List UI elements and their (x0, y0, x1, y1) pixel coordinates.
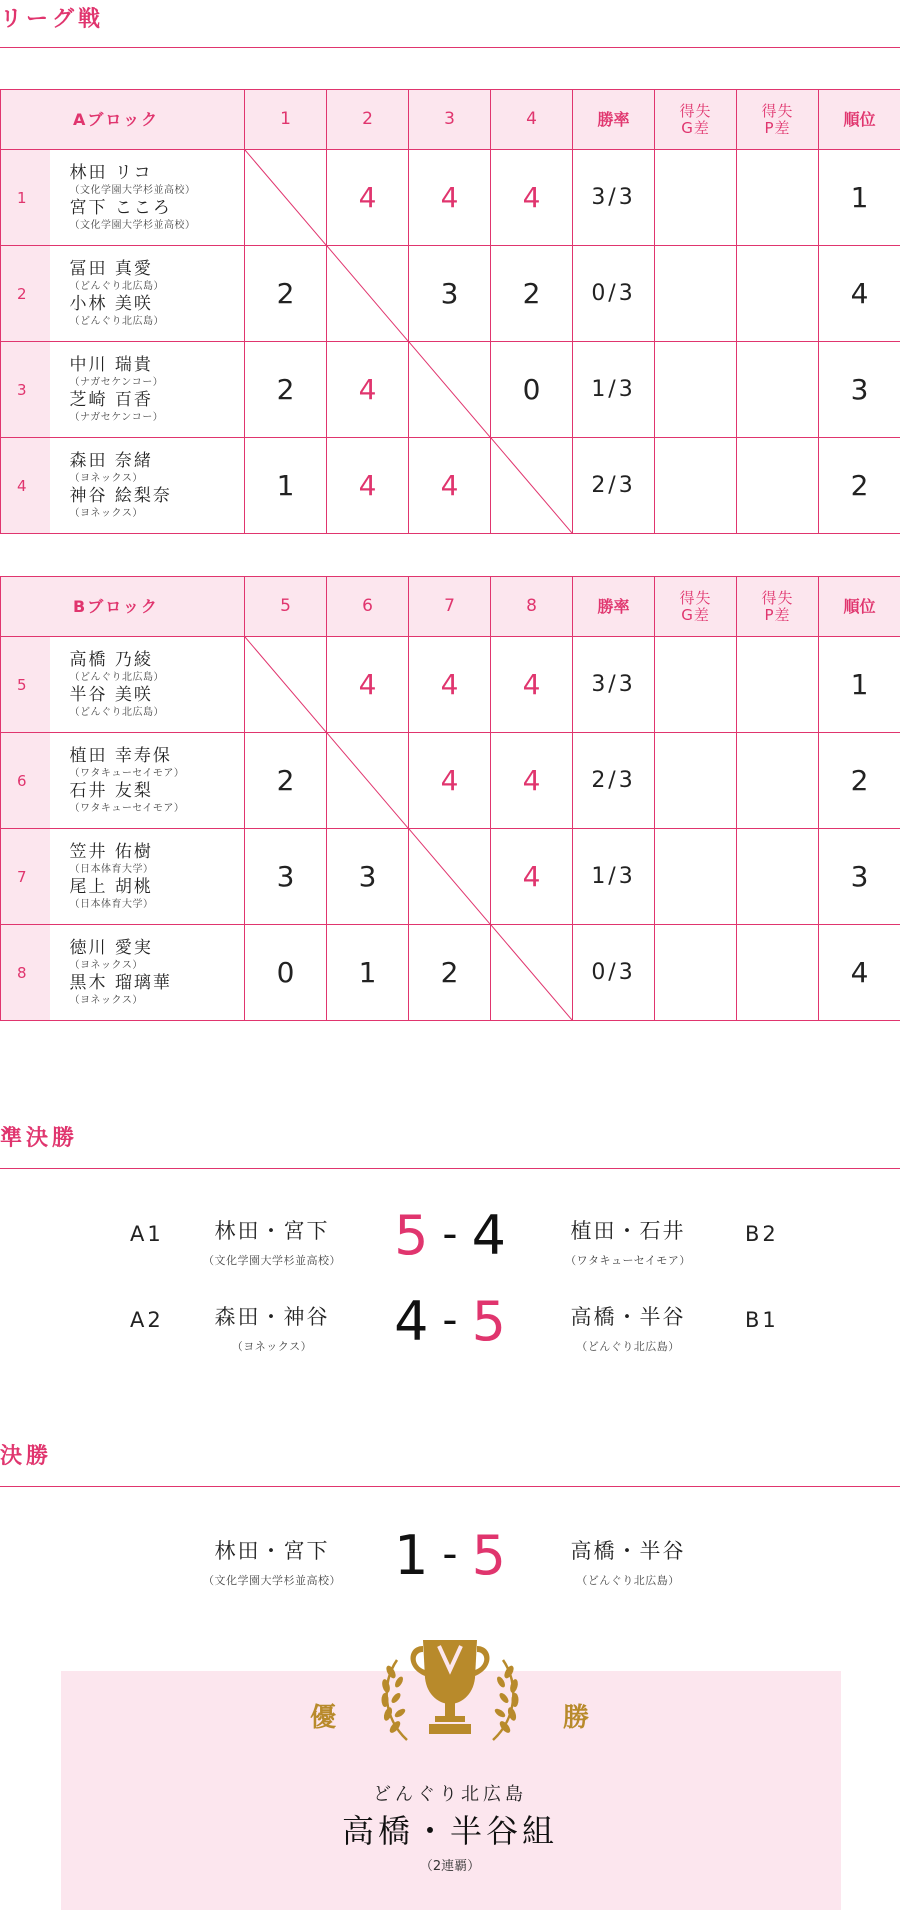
score-dash: - (442, 1209, 458, 1258)
player-affiliation: （ヨネックス） (69, 959, 143, 971)
block-name: Aブロック (1, 90, 245, 150)
diagonal-cell (491, 925, 573, 1021)
row-index: 7 (1, 829, 50, 925)
win-rate-cell: 1/3 (573, 829, 655, 925)
p-diff-cell (737, 150, 819, 246)
score-cell: 4 (409, 733, 491, 829)
column-header-win-rate: 勝率 (573, 90, 655, 150)
row-index: 4 (1, 438, 50, 534)
diagonal-cell (491, 438, 573, 534)
left-seed: A2 (130, 1308, 164, 1332)
score-cell: 4 (491, 150, 573, 246)
column-header-opponent: 7 (409, 577, 491, 637)
score-cell: 2 (491, 246, 573, 342)
right-score: 5 (471, 1524, 506, 1587)
final-title: 決勝 (0, 1444, 53, 1469)
player-name: 林田 リコ (69, 162, 153, 183)
diagonal-line (491, 925, 572, 1020)
match-score (350, 1524, 550, 1586)
table-row (1, 438, 900, 534)
league-title-rule (0, 47, 900, 48)
p-diff-cell (737, 829, 819, 925)
league-table-block-2 (0, 576, 900, 1021)
match-score (350, 1290, 550, 1352)
right-team (533, 1218, 723, 1268)
pair-names (50, 438, 245, 534)
rank-cell: 3 (819, 829, 900, 925)
score-cell: 0 (491, 342, 573, 438)
player-affiliation: （日本体育大学） (69, 898, 154, 910)
right-team (533, 1304, 723, 1354)
column-header-opponent: 1 (245, 90, 327, 150)
row-index: 2 (1, 246, 50, 342)
win-rate-cell: 1/3 (573, 342, 655, 438)
diagonal-cell (245, 150, 327, 246)
row-index: 8 (1, 925, 50, 1021)
diagonal-cell (409, 342, 491, 438)
score-cell: 4 (327, 637, 409, 733)
left-score: 1 (394, 1524, 429, 1587)
column-header-opponent: 4 (491, 90, 573, 150)
score-cell: 1 (327, 925, 409, 1021)
column-header-opponent: 5 (245, 577, 327, 637)
g-diff-cell (655, 733, 737, 829)
row-index: 1 (1, 150, 50, 246)
right-team-affiliation: （ワタキューセイモア） (565, 1254, 691, 1267)
player-name: 笠井 佑樹 (69, 841, 153, 862)
player-affiliation: （文化学園大学杉並高校） (69, 184, 196, 196)
player-affiliation: （どんぐり北広島） (69, 671, 164, 683)
diagonal-line (327, 246, 408, 341)
rank-cell: 1 (819, 150, 900, 246)
diagonal-cell (327, 733, 409, 829)
diagonal-line (409, 342, 490, 437)
g-diff-cell (655, 637, 737, 733)
table-row (1, 637, 900, 733)
right-team (533, 1538, 723, 1588)
g-diff-cell (655, 829, 737, 925)
score-dash: - (442, 1295, 458, 1344)
diagonal-line (409, 829, 490, 924)
player-name: 高橋 乃綾 (69, 649, 153, 670)
player-name: 宮下 こころ (69, 197, 172, 218)
final-title-rule (0, 1486, 900, 1487)
table-row (1, 925, 900, 1021)
column-header-p-diff: 得失 P差 (737, 577, 819, 637)
score-cell: 4 (327, 342, 409, 438)
row-index: 5 (1, 637, 50, 733)
player-affiliation: （どんぐり北広島） (69, 706, 164, 718)
match-score (350, 1204, 550, 1266)
champion-label-right: 勝 (563, 1703, 590, 1733)
table-row (1, 733, 900, 829)
player-affiliation: （ヨネックス） (69, 994, 143, 1006)
player-affiliation: （ワタキューセイモア） (69, 802, 185, 814)
rank-cell: 2 (819, 438, 900, 534)
p-diff-cell (737, 637, 819, 733)
right-team-affiliation: （どんぐり北広島） (576, 1574, 680, 1587)
pair-names (50, 925, 245, 1021)
pair-names (50, 246, 245, 342)
final-match (0, 1518, 900, 1598)
score-cell: 2 (245, 342, 327, 438)
champion-note: （2連覇） (419, 1859, 481, 1874)
champion-label-left: 優 (310, 1703, 337, 1733)
p-diff-cell (737, 342, 819, 438)
diagonal-line (327, 733, 408, 828)
score-dash: - (442, 1529, 458, 1578)
left-team-name: 森田・神谷 (214, 1305, 330, 1329)
player-name: 黒木 瑠璃華 (69, 972, 172, 993)
table-row (1, 342, 900, 438)
column-header-g-diff: 得失 G差 (655, 577, 737, 637)
score-cell: 3 (409, 246, 491, 342)
left-team (177, 1304, 367, 1354)
league-title: リーグ戦 (0, 7, 105, 32)
left-team (177, 1218, 367, 1268)
player-name: 小林 美咲 (69, 293, 153, 314)
league-table-block-1 (0, 89, 900, 534)
right-score: 4 (471, 1204, 506, 1267)
left-team-name: 林田・宮下 (214, 1539, 330, 1563)
table-row (1, 150, 900, 246)
score-cell: 4 (327, 438, 409, 534)
column-header-opponent: 6 (327, 577, 409, 637)
left-score: 4 (394, 1290, 429, 1353)
p-diff-cell (737, 246, 819, 342)
g-diff-cell (655, 342, 737, 438)
p-diff-cell (737, 438, 819, 534)
player-name: 徳川 愛実 (69, 937, 153, 958)
semifinal-title-rule (0, 1168, 900, 1169)
player-name: 中川 瑞貴 (69, 354, 153, 375)
left-team-affiliation: （文化学園大学杉並高校） (203, 1254, 341, 1267)
champion-team: 高橋・半谷組 (341, 1812, 558, 1850)
player-affiliation: （文化学園大学杉並高校） (69, 219, 196, 231)
player-name: 芝崎 百香 (69, 389, 153, 410)
right-team-affiliation: （どんぐり北広島） (576, 1340, 680, 1353)
column-header-rank: 順位 (819, 90, 900, 150)
column-header-g-diff: 得失 G差 (655, 90, 737, 150)
pair-names (50, 733, 245, 829)
win-rate-cell: 2/3 (573, 438, 655, 534)
right-seed: B1 (745, 1308, 779, 1332)
player-name: 半谷 美咲 (69, 684, 153, 705)
player-affiliation: （ナガセケンコー） (69, 376, 164, 388)
win-rate-cell: 2/3 (573, 733, 655, 829)
score-cell: 4 (409, 637, 491, 733)
left-team-affiliation: （文化学園大学杉並高校） (203, 1574, 341, 1587)
left-team (177, 1538, 367, 1588)
win-rate-cell: 0/3 (573, 925, 655, 1021)
player-affiliation: （ヨネックス） (69, 507, 143, 519)
right-team-name: 植田・石井 (570, 1219, 686, 1243)
score-cell: 4 (409, 150, 491, 246)
column-header-opponent: 2 (327, 90, 409, 150)
right-seed: B2 (745, 1222, 779, 1246)
rank-cell: 2 (819, 733, 900, 829)
score-cell: 2 (245, 733, 327, 829)
player-name: 尾上 胡桃 (69, 876, 153, 897)
win-rate-cell: 3/3 (573, 637, 655, 733)
column-header-p-diff: 得失 P差 (737, 90, 819, 150)
column-header-rank: 順位 (819, 577, 900, 637)
player-affiliation: （日本体育大学） (69, 863, 154, 875)
score-cell: 4 (409, 438, 491, 534)
right-score: 5 (471, 1290, 506, 1353)
score-cell: 4 (327, 150, 409, 246)
player-name: 神谷 絵梨奈 (69, 485, 172, 506)
column-header-opponent: 3 (409, 90, 491, 150)
left-score: 5 (394, 1204, 429, 1267)
diagonal-cell (409, 829, 491, 925)
score-cell: 2 (245, 246, 327, 342)
score-cell: 3 (245, 829, 327, 925)
pair-names (50, 637, 245, 733)
score-cell: 4 (491, 733, 573, 829)
left-team-name: 林田・宮下 (214, 1219, 330, 1243)
semifinal-match-1 (0, 1198, 900, 1278)
table-row (1, 246, 900, 342)
block-name: Bブロック (1, 577, 245, 637)
left-team-affiliation: （ヨネックス） (231, 1340, 313, 1353)
right-team-name: 高橋・半谷 (570, 1539, 686, 1563)
rank-cell: 1 (819, 637, 900, 733)
right-team-name: 高橋・半谷 (570, 1305, 686, 1329)
score-cell: 2 (409, 925, 491, 1021)
pair-names (50, 829, 245, 925)
champion-affiliation: どんぐり北広島 (373, 1784, 527, 1805)
row-index: 6 (1, 733, 50, 829)
p-diff-cell (737, 925, 819, 1021)
diagonal-line (491, 438, 572, 533)
trophy-icon (355, 1638, 545, 1748)
column-header-opponent: 8 (491, 577, 573, 637)
score-cell: 3 (327, 829, 409, 925)
score-cell: 4 (491, 637, 573, 733)
left-seed: A1 (130, 1222, 164, 1246)
p-diff-cell (737, 733, 819, 829)
diagonal-cell (327, 246, 409, 342)
column-header-win-rate: 勝率 (573, 577, 655, 637)
score-cell: 0 (245, 925, 327, 1021)
diagonal-line (245, 150, 326, 245)
player-affiliation: （ナガセケンコー） (69, 411, 164, 423)
rank-cell: 4 (819, 925, 900, 1021)
pair-names (50, 150, 245, 246)
diagonal-cell (245, 637, 327, 733)
g-diff-cell (655, 438, 737, 534)
rank-cell: 3 (819, 342, 900, 438)
row-index: 3 (1, 342, 50, 438)
player-name: 森田 奈緒 (69, 450, 153, 471)
table-row (1, 829, 900, 925)
player-name: 冨田 真愛 (69, 258, 153, 279)
semifinal-match-2 (0, 1284, 900, 1364)
g-diff-cell (655, 150, 737, 246)
score-cell: 1 (245, 438, 327, 534)
score-cell: 4 (491, 829, 573, 925)
player-name: 植田 幸寿保 (69, 745, 172, 766)
diagonal-line (245, 637, 326, 732)
player-affiliation: （どんぐり北広島） (69, 280, 164, 292)
player-name: 石井 友梨 (69, 780, 153, 801)
win-rate-cell: 0/3 (573, 246, 655, 342)
g-diff-cell (655, 246, 737, 342)
pair-names (50, 342, 245, 438)
player-affiliation: （ヨネックス） (69, 472, 143, 484)
semifinal-title: 準決勝 (0, 1126, 79, 1151)
rank-cell: 4 (819, 246, 900, 342)
player-affiliation: （どんぐり北広島） (69, 315, 164, 327)
player-affiliation: （ワタキューセイモア） (69, 767, 185, 779)
g-diff-cell (655, 925, 737, 1021)
win-rate-cell: 3/3 (573, 150, 655, 246)
